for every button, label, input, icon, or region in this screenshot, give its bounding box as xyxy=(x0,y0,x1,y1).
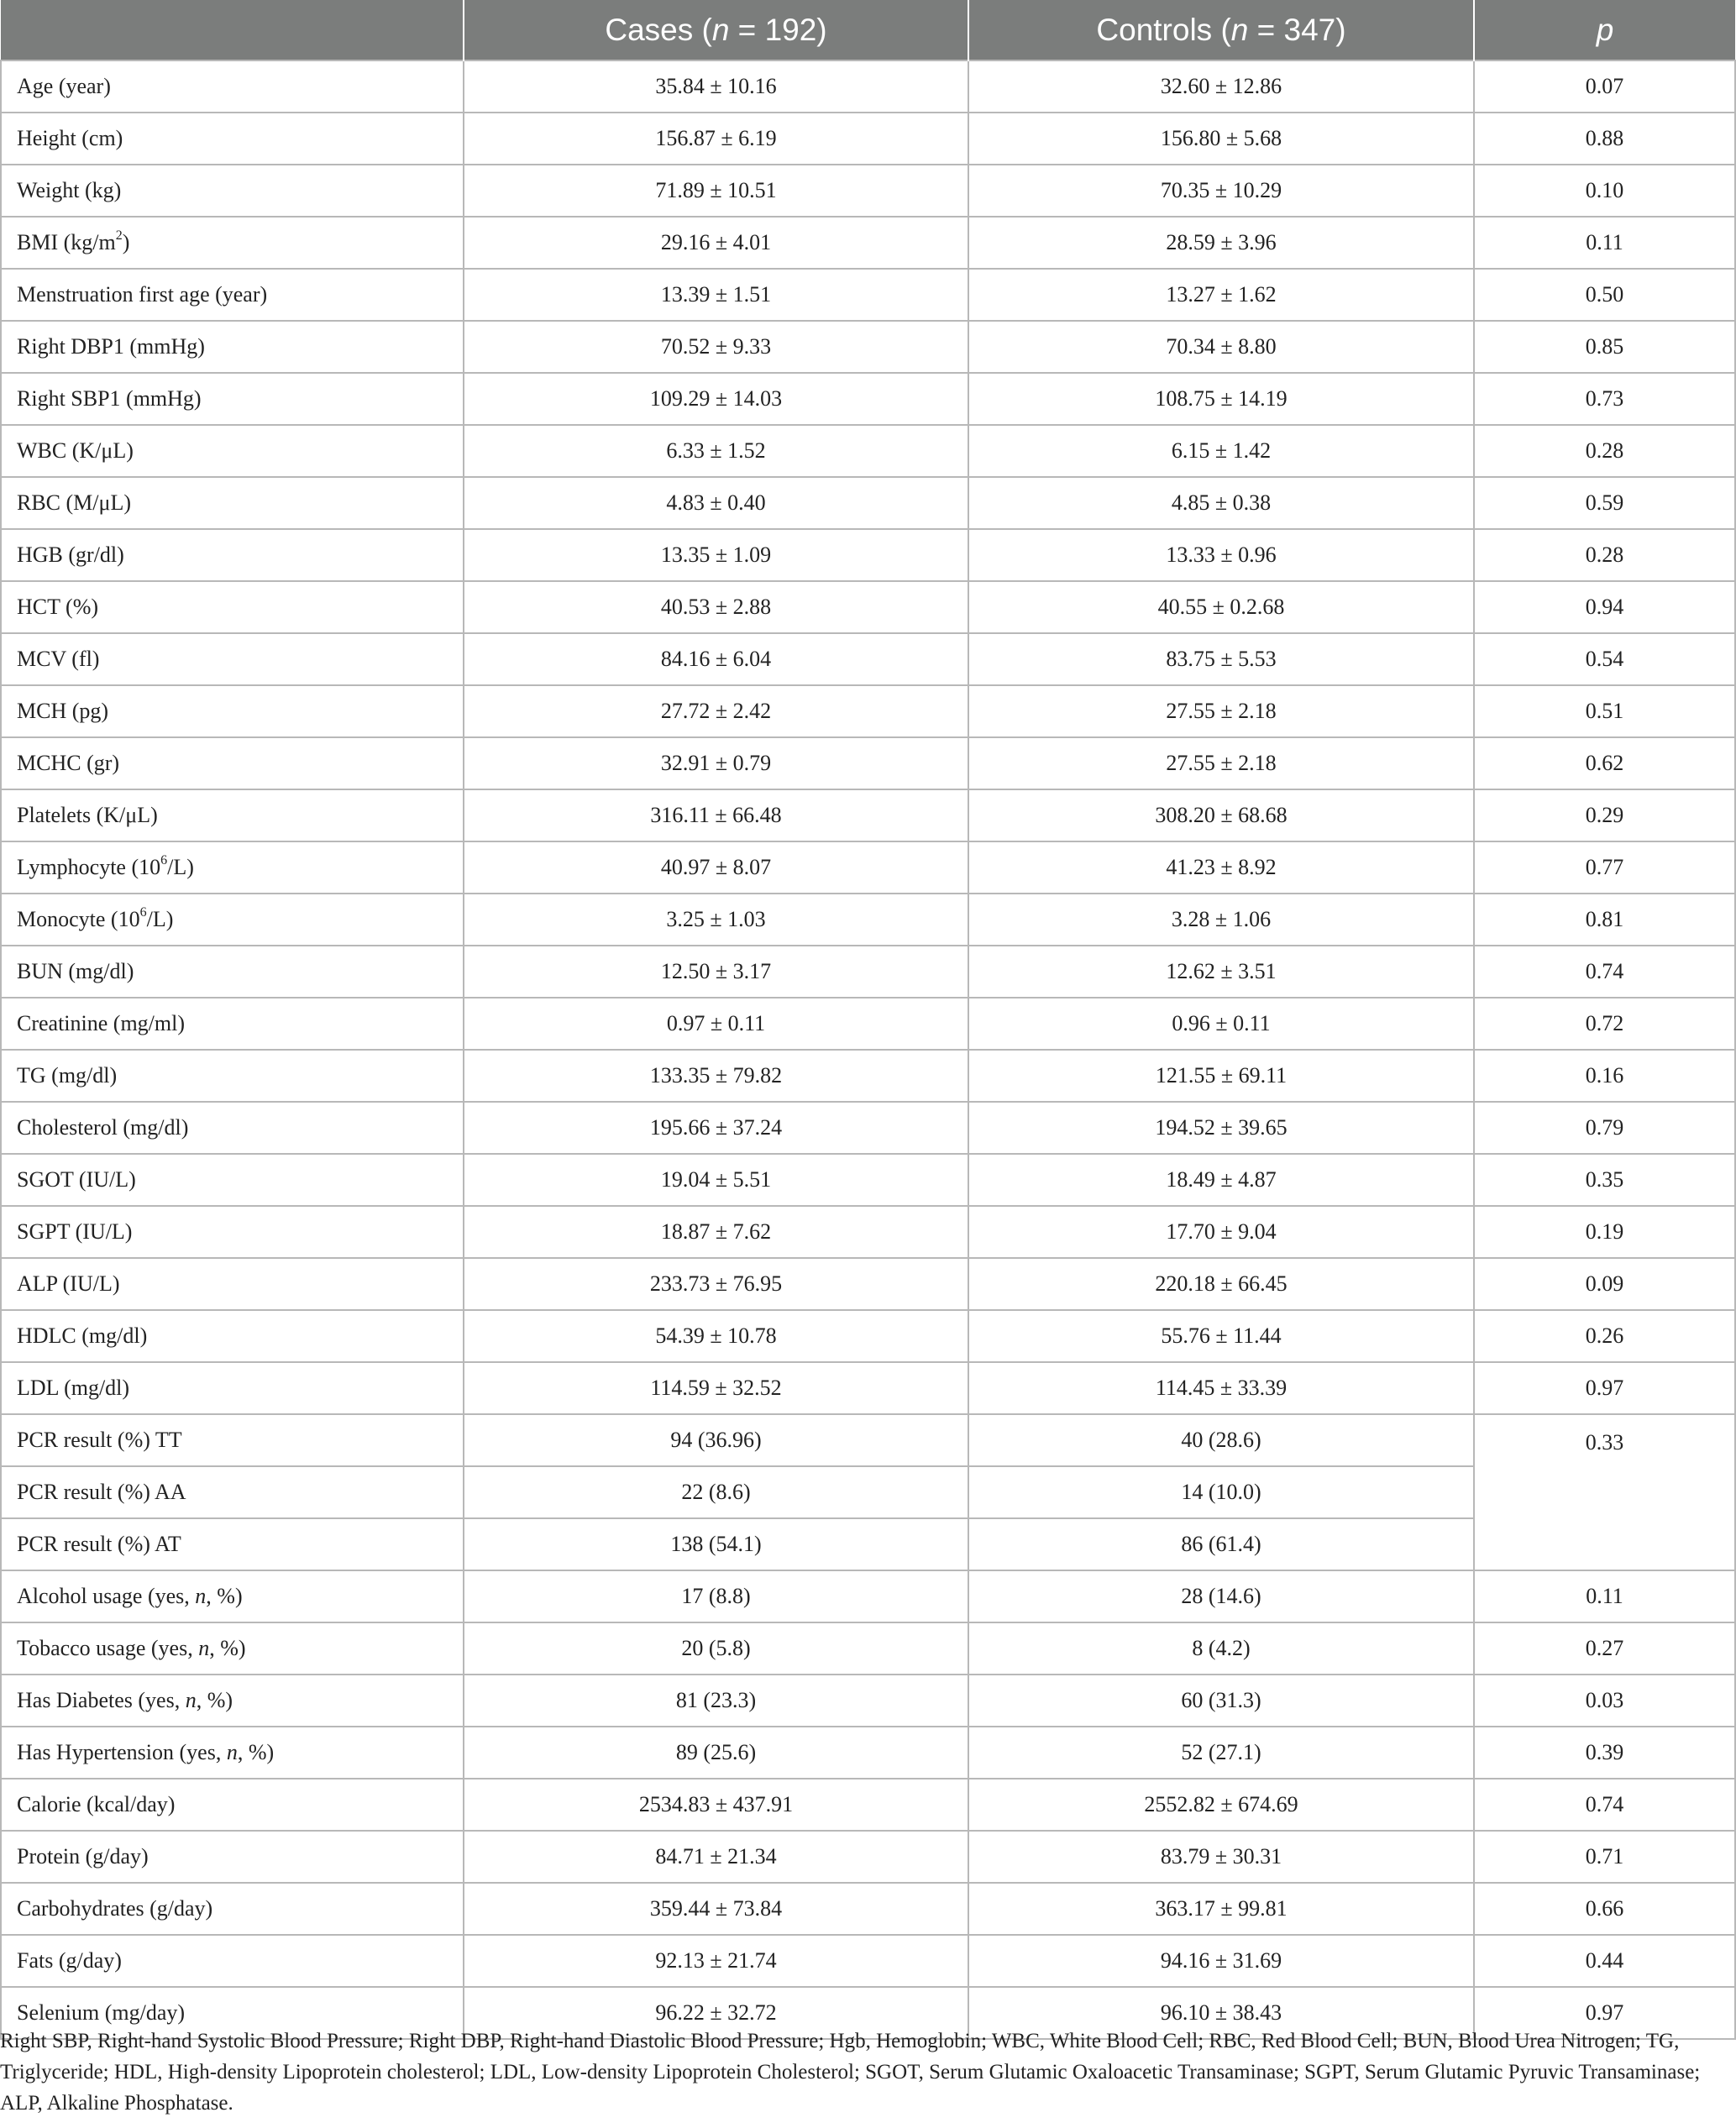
p-value: 0.33 xyxy=(1474,1414,1735,1570)
header-label-column xyxy=(1,0,464,60)
row-label-text: TG (mg/dl) xyxy=(17,1063,118,1088)
row-label-text: Has Hypertension (yes, xyxy=(17,1740,227,1764)
table-row xyxy=(1,165,1735,217)
cases-value: 70.52 ± 9.33 xyxy=(464,321,968,373)
row-label xyxy=(1,1154,464,1206)
table-row xyxy=(1,1258,1735,1310)
row-label xyxy=(1,1362,464,1414)
controls-value: 12.62 ± 3.51 xyxy=(968,946,1474,998)
p-value: 0.81 xyxy=(1474,894,1735,946)
cases-value: 6.33 ± 1.52 xyxy=(464,425,968,477)
row-label-text: Selenium (mg/day) xyxy=(17,2000,186,2025)
controls-value: 32.60 ± 12.86 xyxy=(968,60,1474,113)
table-body xyxy=(1,60,1735,2039)
table-row xyxy=(1,1727,1735,1779)
row-label xyxy=(1,1258,464,1310)
p-value: 0.35 xyxy=(1474,1154,1735,1206)
p-value: 0.27 xyxy=(1474,1622,1735,1675)
row-label-suffix: , %) xyxy=(209,1636,246,1660)
row-label-suffix: ) xyxy=(122,230,130,254)
cases-value: 156.87 ± 6.19 xyxy=(464,113,968,165)
cases-value: 195.66 ± 37.24 xyxy=(464,1102,968,1154)
p-value: 0.94 xyxy=(1474,581,1735,633)
controls-value: 94.16 ± 31.69 xyxy=(968,1935,1474,1987)
p-value: 0.88 xyxy=(1474,113,1735,165)
controls-value: 2552.82 ± 674.69 xyxy=(968,1779,1474,1831)
cases-value: 19.04 ± 5.51 xyxy=(464,1154,968,1206)
table-row xyxy=(1,373,1735,425)
cases-value: 12.50 ± 3.17 xyxy=(464,946,968,998)
row-label-text: Calorie (kcal/day) xyxy=(17,1792,176,1816)
table-row xyxy=(1,1206,1735,1258)
table-row xyxy=(1,789,1735,841)
table-row xyxy=(1,113,1735,165)
row-label-text: ALP (IU/L) xyxy=(17,1271,120,1296)
cases-value: 54.39 ± 10.78 xyxy=(464,1310,968,1362)
table-row xyxy=(1,60,1735,113)
row-label xyxy=(1,60,464,113)
table-row xyxy=(1,1102,1735,1154)
table-row xyxy=(1,894,1735,946)
table-row xyxy=(1,1883,1735,1935)
p-value: 0.07 xyxy=(1474,60,1735,113)
header-cases xyxy=(464,0,968,60)
row-label xyxy=(1,1883,464,1935)
row-label-text: LDL (mg/dl) xyxy=(17,1376,130,1400)
table-row xyxy=(1,737,1735,789)
controls-value: 70.35 ± 10.29 xyxy=(968,165,1474,217)
cases-value: 3.25 ± 1.03 xyxy=(464,894,968,946)
table-row xyxy=(1,269,1735,321)
row-label-text: Protein (g/day) xyxy=(17,1844,149,1869)
row-label xyxy=(1,841,464,894)
controls-value: 86 (61.4) xyxy=(968,1518,1474,1570)
controls-value: 28 (14.6) xyxy=(968,1570,1474,1622)
row-label xyxy=(1,373,464,425)
table-footnote: Right SBP, Right-hand Systolic Blood Pressure; Right DBP, Right-hand Diastolic Blood Pressure; Hgb, Hemoglobin; WBC, White Blood Cell; RBC, Red Blood Cell; BUN, Blood Urea Nitrogen; TG, Triglyceride; HDL, High-density Lipoprotein cholesterol; LDL, Low-density Lipoprotein Cholesterol; SGOT, Serum Glutamic Oxaloacetic Transaminase; SGPT, Serum Glutamic Pyruvic Transaminase; ALP, Alkaline Phosphatase. xyxy=(0,2030,1701,2115)
row-label-text: Height (cm) xyxy=(17,126,123,150)
p-value: 0.11 xyxy=(1474,1570,1735,1622)
table-row xyxy=(1,685,1735,737)
controls-value: 18.49 ± 4.87 xyxy=(968,1154,1474,1206)
controls-value: 40 (28.6) xyxy=(968,1414,1474,1466)
header-controls xyxy=(968,0,1474,60)
table-row xyxy=(1,998,1735,1050)
controls-value: 363.17 ± 99.81 xyxy=(968,1883,1474,1935)
row-label xyxy=(1,633,464,685)
controls-value: 52 (27.1) xyxy=(968,1727,1474,1779)
row-label-text: Platelets (K/μL) xyxy=(17,803,158,827)
cases-value: 92.13 ± 21.74 xyxy=(464,1935,968,1987)
row-label xyxy=(1,1935,464,1987)
row-label-suffix: /L) xyxy=(167,855,194,879)
row-label-text: MCHC (gr) xyxy=(17,751,120,775)
controls-value: 60 (31.3) xyxy=(968,1675,1474,1727)
controls-value: 220.18 ± 66.45 xyxy=(968,1258,1474,1310)
row-label xyxy=(1,1518,464,1570)
table-row xyxy=(1,633,1735,685)
p-value: 0.62 xyxy=(1474,737,1735,789)
row-label xyxy=(1,529,464,581)
p-value: 0.39 xyxy=(1474,1727,1735,1779)
row-label-text: BMI (kg/m xyxy=(17,230,116,254)
p-value: 0.79 xyxy=(1474,1102,1735,1154)
row-label xyxy=(1,425,464,477)
table-row xyxy=(1,1779,1735,1831)
row-label xyxy=(1,1622,464,1675)
controls-value: 13.27 ± 1.62 xyxy=(968,269,1474,321)
cases-value: 27.72 ± 2.42 xyxy=(464,685,968,737)
cases-value: 133.35 ± 79.82 xyxy=(464,1050,968,1102)
controls-value: 40.55 ± 0.2.68 xyxy=(968,581,1474,633)
row-label-text: Carbohydrates (g/day) xyxy=(17,1896,213,1921)
row-label xyxy=(1,894,464,946)
table-row xyxy=(1,1362,1735,1414)
table-row xyxy=(1,529,1735,581)
table-row xyxy=(1,1050,1735,1102)
row-label-text: PCR result (%) TT xyxy=(17,1428,182,1452)
p-value: 0.03 xyxy=(1474,1675,1735,1727)
controls-value: 27.55 ± 2.18 xyxy=(968,685,1474,737)
table-row xyxy=(1,425,1735,477)
controls-value: 41.23 ± 8.92 xyxy=(968,841,1474,894)
cases-value: 109.29 ± 14.03 xyxy=(464,373,968,425)
cases-value: 40.97 ± 8.07 xyxy=(464,841,968,894)
table-header xyxy=(1,0,1735,60)
row-label-suffix: , %) xyxy=(206,1584,243,1608)
p-value: 0.11 xyxy=(1474,217,1735,269)
row-label xyxy=(1,789,464,841)
row-label xyxy=(1,217,464,269)
row-label xyxy=(1,1779,464,1831)
row-label-text: BUN (mg/dl) xyxy=(17,959,134,983)
row-label-suffix: /L) xyxy=(146,907,174,931)
row-label-text: Cholesterol (mg/dl) xyxy=(17,1115,189,1140)
controls-value: 8 (4.2) xyxy=(968,1622,1474,1675)
p-value: 0.97 xyxy=(1474,1362,1735,1414)
row-label xyxy=(1,998,464,1050)
row-label-italic: n xyxy=(185,1688,197,1712)
table-row xyxy=(1,1935,1735,1987)
table-row xyxy=(1,1154,1735,1206)
controls-value: 96.10 ± 38.43 xyxy=(968,1987,1474,2039)
controls-value: 0.96 ± 0.11 xyxy=(968,998,1474,1050)
cases-value: 13.35 ± 1.09 xyxy=(464,529,968,581)
p-value: 0.09 xyxy=(1474,1258,1735,1310)
row-label-text: SGOT (IU/L) xyxy=(17,1167,136,1192)
row-label xyxy=(1,1466,464,1518)
controls-value: 83.75 ± 5.53 xyxy=(968,633,1474,685)
p-value: 0.10 xyxy=(1474,165,1735,217)
header-cases-n: n xyxy=(711,12,730,47)
cases-value: 18.87 ± 7.62 xyxy=(464,1206,968,1258)
p-value: 0.73 xyxy=(1474,373,1735,425)
controls-value: 194.52 ± 39.65 xyxy=(968,1102,1474,1154)
row-label-text: RBC (M/μL) xyxy=(17,490,132,515)
table-row xyxy=(1,1675,1735,1727)
row-label-text: Has Diabetes (yes, xyxy=(17,1688,186,1712)
row-label-suffix: , %) xyxy=(237,1740,275,1764)
row-label-text: Age (year) xyxy=(17,74,111,98)
p-value: 0.26 xyxy=(1474,1310,1735,1362)
row-label-text: Monocyte (10 xyxy=(17,907,140,931)
row-label xyxy=(1,581,464,633)
row-label xyxy=(1,113,464,165)
controls-value: 121.55 ± 69.11 xyxy=(968,1050,1474,1102)
header-p xyxy=(1474,0,1735,60)
cases-value: 0.97 ± 0.11 xyxy=(464,998,968,1050)
header-cases-pre: Cases ( xyxy=(605,12,712,47)
row-label xyxy=(1,1414,464,1466)
p-value: 0.50 xyxy=(1474,269,1735,321)
cases-value: 84.71 ± 21.34 xyxy=(464,1831,968,1883)
header-row xyxy=(1,0,1735,60)
table-row xyxy=(1,1570,1735,1622)
p-value: 0.28 xyxy=(1474,425,1735,477)
row-label-text: Creatinine (mg/ml) xyxy=(17,1011,186,1035)
row-label xyxy=(1,477,464,529)
row-label xyxy=(1,269,464,321)
row-label-text: SGPT (IU/L) xyxy=(17,1219,133,1244)
table-row xyxy=(1,581,1735,633)
row-label-text: HDLC (mg/dl) xyxy=(17,1323,148,1348)
table-row xyxy=(1,946,1735,998)
row-label xyxy=(1,1831,464,1883)
row-label xyxy=(1,737,464,789)
row-label-text: Menstruation first age (year) xyxy=(17,282,268,307)
table-row xyxy=(1,321,1735,373)
row-label-text: Weight (kg) xyxy=(17,178,122,202)
p-value: 0.97 xyxy=(1474,1987,1735,2039)
cases-value: 81 (23.3) xyxy=(464,1675,968,1727)
cases-value: 20 (5.8) xyxy=(464,1622,968,1675)
row-label-text: Lymphocyte (10 xyxy=(17,855,161,879)
row-label-text: HCT (%) xyxy=(17,595,99,619)
row-label-text: WBC (K/μL) xyxy=(17,438,134,463)
p-value: 0.74 xyxy=(1474,1779,1735,1831)
controls-value: 70.34 ± 8.80 xyxy=(968,321,1474,373)
row-label-italic: n xyxy=(226,1740,238,1764)
cases-value: 13.39 ± 1.51 xyxy=(464,269,968,321)
header-controls-n: n xyxy=(1230,12,1249,47)
cases-value: 84.16 ± 6.04 xyxy=(464,633,968,685)
p-value: 0.72 xyxy=(1474,998,1735,1050)
controls-value: 55.76 ± 11.44 xyxy=(968,1310,1474,1362)
row-label xyxy=(1,685,464,737)
cases-value: 4.83 ± 0.40 xyxy=(464,477,968,529)
row-label-text: Fats (g/day) xyxy=(17,1948,122,1973)
cases-value: 17 (8.8) xyxy=(464,1570,968,1622)
cases-value: 22 (8.6) xyxy=(464,1466,968,1518)
table-row xyxy=(1,1831,1735,1883)
controls-value: 14 (10.0) xyxy=(968,1466,1474,1518)
p-value: 0.51 xyxy=(1474,685,1735,737)
cases-value: 89 (25.6) xyxy=(464,1727,968,1779)
controls-value: 108.75 ± 14.19 xyxy=(968,373,1474,425)
row-label-text: Tobacco usage (yes, xyxy=(17,1636,199,1660)
controls-value: 6.15 ± 1.42 xyxy=(968,425,1474,477)
p-value: 0.74 xyxy=(1474,946,1735,998)
row-label-italic: n xyxy=(195,1584,207,1608)
cases-value: 138 (54.1) xyxy=(464,1518,968,1570)
p-value: 0.16 xyxy=(1474,1050,1735,1102)
row-label-text: Alcohol usage (yes, xyxy=(17,1584,196,1608)
row-label xyxy=(1,1050,464,1102)
row-label xyxy=(1,1310,464,1362)
cases-value: 71.89 ± 10.51 xyxy=(464,165,968,217)
table-row xyxy=(1,477,1735,529)
cases-value: 35.84 ± 10.16 xyxy=(464,60,968,113)
table-row xyxy=(1,1414,1735,1466)
cases-value: 29.16 ± 4.01 xyxy=(464,217,968,269)
row-label-superscript: 2 xyxy=(115,228,123,244)
row-label xyxy=(1,1727,464,1779)
cases-value: 96.22 ± 32.72 xyxy=(464,1987,968,2039)
p-value: 0.28 xyxy=(1474,529,1735,581)
cases-value: 94 (36.96) xyxy=(464,1414,968,1466)
row-label-text: PCR result (%) AA xyxy=(17,1480,186,1504)
row-label xyxy=(1,1675,464,1727)
row-label-text: PCR result (%) AT xyxy=(17,1532,181,1556)
row-label-text: Right DBP1 (mmHg) xyxy=(17,334,205,359)
header-controls-pre: Controls ( xyxy=(1096,12,1231,47)
row-label xyxy=(1,1206,464,1258)
row-label xyxy=(1,946,464,998)
cases-value: 233.73 ± 76.95 xyxy=(464,1258,968,1310)
row-label-superscript: 6 xyxy=(160,853,168,868)
row-label xyxy=(1,165,464,217)
cases-value: 114.59 ± 32.52 xyxy=(464,1362,968,1414)
cases-value: 2534.83 ± 437.91 xyxy=(464,1779,968,1831)
controls-value: 83.79 ± 30.31 xyxy=(968,1831,1474,1883)
table-row xyxy=(1,841,1735,894)
cases-value: 32.91 ± 0.79 xyxy=(464,737,968,789)
row-label-text: HGB (gr/dl) xyxy=(17,542,124,567)
p-value: 0.71 xyxy=(1474,1831,1735,1883)
row-label xyxy=(1,1102,464,1154)
p-value: 0.66 xyxy=(1474,1883,1735,1935)
table-row xyxy=(1,1310,1735,1362)
row-label-text: MCH (pg) xyxy=(17,699,109,723)
row-label-italic: n xyxy=(198,1636,210,1660)
row-label xyxy=(1,321,464,373)
p-value: 0.29 xyxy=(1474,789,1735,841)
row-label-text: Right SBP1 (mmHg) xyxy=(17,386,202,411)
controls-value: 4.85 ± 0.38 xyxy=(968,477,1474,529)
table-row xyxy=(1,1622,1735,1675)
row-label xyxy=(1,1570,464,1622)
controls-value: 27.55 ± 2.18 xyxy=(968,737,1474,789)
header-cases-post: = 192) xyxy=(729,12,827,47)
p-value: 0.59 xyxy=(1474,477,1735,529)
cases-value: 316.11 ± 66.48 xyxy=(464,789,968,841)
row-label-text: MCV (fl) xyxy=(17,647,100,671)
cases-value: 40.53 ± 2.88 xyxy=(464,581,968,633)
controls-value: 13.33 ± 0.96 xyxy=(968,529,1474,581)
header-p-label: p xyxy=(1596,12,1614,47)
p-value: 0.44 xyxy=(1474,1935,1735,1987)
controls-value: 156.80 ± 5.68 xyxy=(968,113,1474,165)
row-label-superscript: 6 xyxy=(139,905,147,920)
header-controls-post: = 347) xyxy=(1248,12,1346,47)
controls-value: 308.20 ± 68.68 xyxy=(968,789,1474,841)
controls-value: 17.70 ± 9.04 xyxy=(968,1206,1474,1258)
p-value: 0.77 xyxy=(1474,841,1735,894)
p-value: 0.19 xyxy=(1474,1206,1735,1258)
p-value: 0.54 xyxy=(1474,633,1735,685)
controls-value: 28.59 ± 3.96 xyxy=(968,217,1474,269)
row-label-suffix: , %) xyxy=(196,1688,233,1712)
controls-value: 114.45 ± 33.39 xyxy=(968,1362,1474,1414)
cases-value: 359.44 ± 73.84 xyxy=(464,1883,968,1935)
controls-value: 3.28 ± 1.06 xyxy=(968,894,1474,946)
p-value: 0.85 xyxy=(1474,321,1735,373)
table-row xyxy=(1,217,1735,269)
